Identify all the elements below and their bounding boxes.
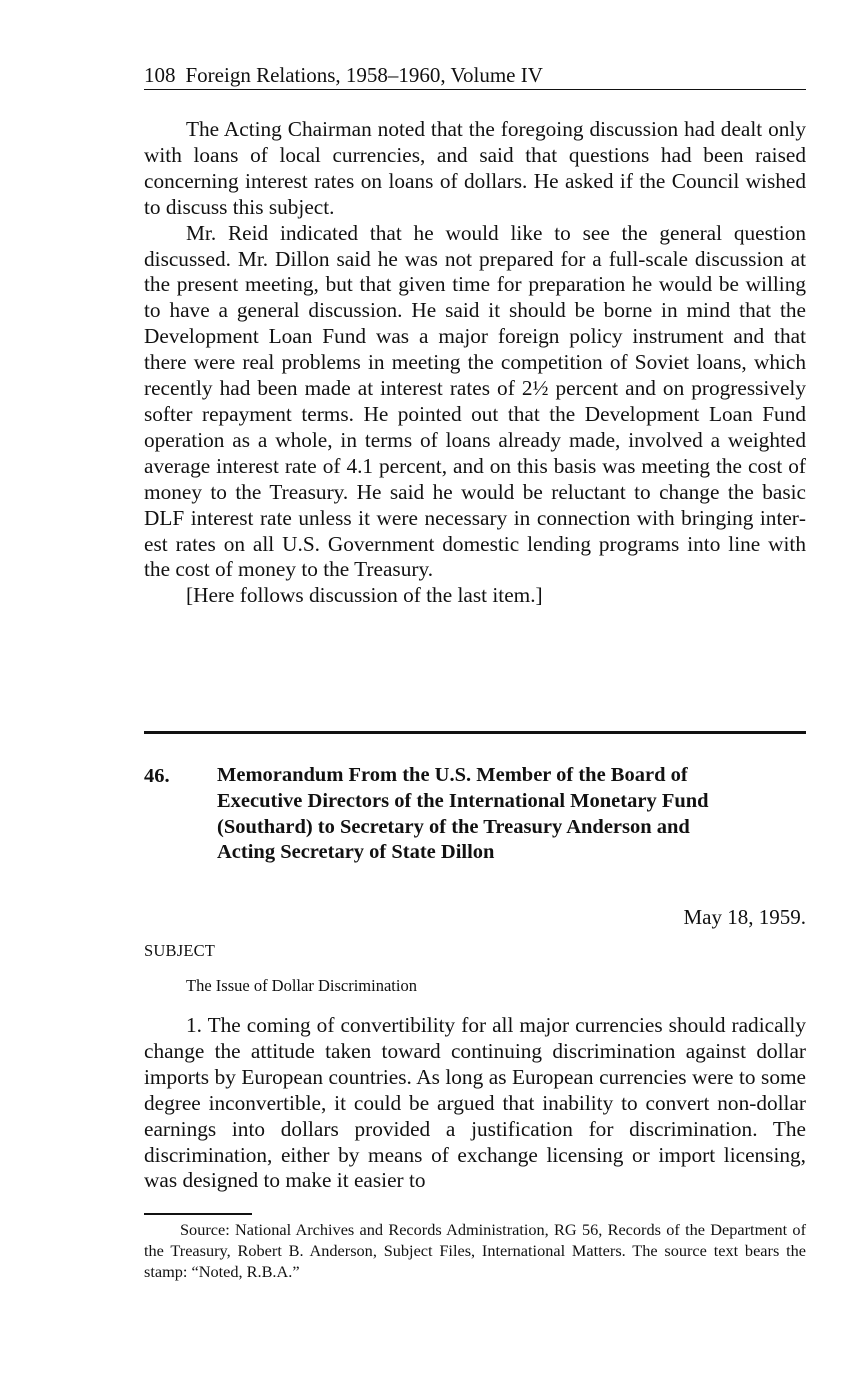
document-number: 46. [144, 765, 170, 787]
page-number: 108 [144, 63, 176, 87]
paragraph: [Here follows discussion of the last item.] [186, 583, 543, 608]
section-divider [144, 731, 806, 734]
paragraph: The Acting Chairman noted that the foregoing discussion had dealt only with loans of local currencies, and said that questions had been raised concerning interest rates on loans of dollars. He asked if the Council wished to discuss this subject. [144, 117, 806, 219]
document-title: Memorandum From the U.S. Member of the Board of Executive Directors of the International Monetary Fund (Southard) to Secretary of the Treasury Anderson and Acting Secretary of State Dillon [217, 764, 709, 864]
paragraph: Mr. Reid indicated that he would like to see the general question discussed. Mr. Dillon said he was not prepared for a full-scale discussion at the present meeting, but that given time for preparation he would be willing to have a general discussion. He said it should be borne in mind that the Development Loan Fund was a major foreign policy instrument and that there were real problems in meeting the competition of Soviet loans, which recently had been made at interest rates of 2½ percent and on progressively softer repayment terms. He pointed out that the Development Loan Fund operation as a whole, in terms of loans already made, involved a weighted average interest rate of 4.1 percent, and on this basis was meeting the cost of money to the Treasury. He said he would be reluctant to change the basic DLF interest rate unless it were necessary in connection with bringing interest rates on all U.S. Government domestic lending programs into line with the cost of money to the Treasury. [144, 220, 806, 582]
memorandum-text [144, 1013, 806, 1194]
volume-title: Foreign Relations, 1958–1960, Volume IV [185, 63, 543, 87]
continuation-text [144, 117, 806, 609]
source-footnote: Source: National Archives and Records Administration, RG 56, Records of the Department of the Treasury, Robert B. Anderson, Subject Files, International Matters. The source text bears the stamp: “Noted, R.B.A.” [144, 1220, 806, 1281]
subject-text: The Issue of Dollar Discrimination [186, 976, 417, 995]
running-head [144, 62, 806, 90]
document-date: May 18, 1959. [683, 905, 806, 929]
paragraph: 1. The coming of convertibility for all major currencies should radically change the attitude taken toward continuing discrimination against dollar imports by European countries. As long as European currencies were to some degree inconvertible, it could be argued that inability to convert non-dollar earnings into dollars provided a justification for discrimination. The discrimination, either by means of exchange licensing or import licensing, was designed to make it easier to [144, 1013, 806, 1193]
subject-label: SUBJECT [144, 941, 216, 960]
footnote-divider [144, 1213, 252, 1215]
